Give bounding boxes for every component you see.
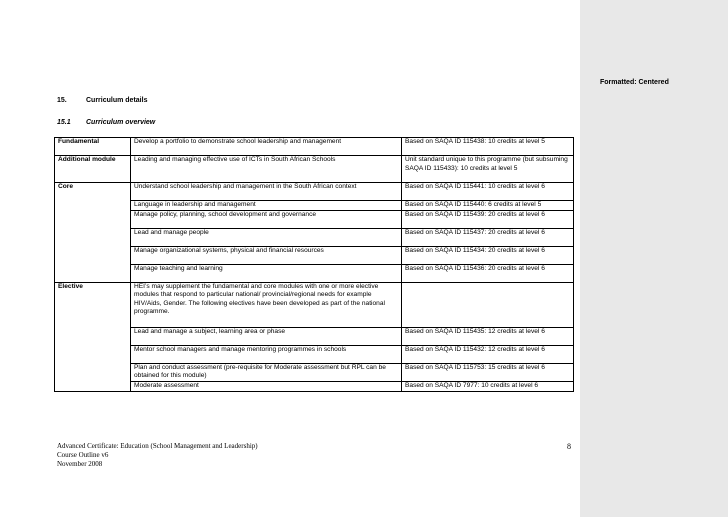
- basis-cell: Based on SAQA ID 115440: 6 credits at level 5: [402, 201, 574, 211]
- table-row: [55, 327, 574, 345]
- category-cell: [55, 228, 131, 246]
- page-footer: [57, 442, 258, 469]
- table-row: [55, 228, 574, 246]
- module-cell: Understand school leadership and management in the South African context: [131, 183, 402, 201]
- module-cell: Lead and manage a subject, learning area or phase: [131, 327, 402, 345]
- module-cell: Manage policy, planning, school development and governance: [131, 210, 402, 228]
- basis-cell: Based on SAQA ID 115441: 10 credits at level 6: [402, 183, 574, 201]
- basis-cell: Based on SAQA ID 7977: 10 credits at level 6: [402, 381, 574, 391]
- basis-cell: Based on SAQA ID 115439: 20 credits at level 6: [402, 210, 574, 228]
- subsection-number: 15.1: [57, 119, 71, 126]
- category-cell: [55, 381, 131, 391]
- category-cell: [55, 264, 131, 282]
- category-cell: [55, 345, 131, 363]
- footer-version: Course Outline v6: [57, 451, 109, 459]
- table-row: [55, 363, 574, 381]
- curriculum-table: [54, 137, 574, 392]
- module-cell: Lead and manage people: [131, 228, 402, 246]
- section-title: Curriculum details: [86, 97, 148, 104]
- table-row: [55, 201, 574, 211]
- comment-margin-panel: [580, 0, 728, 517]
- module-cell: Plan and conduct assessment (pre-requisite for Moderate assessment but RPL can be obtained for this module): [131, 363, 402, 381]
- basis-cell: Based on SAQA ID 115753: 15 credits at level 6: [402, 363, 574, 381]
- category-cell: [55, 246, 131, 264]
- basis-cell: [402, 282, 574, 327]
- category-cell: Additional module: [55, 156, 131, 183]
- category-cell: [55, 363, 131, 381]
- basis-cell: Based on SAQA ID 115432: 12 credits at level 6: [402, 345, 574, 363]
- module-cell: Mentor school managers and manage mentoring programmes in schools: [131, 345, 402, 363]
- category-cell: Elective: [55, 282, 131, 327]
- basis-cell: Based on SAQA ID 115436: 20 credits at level 6: [402, 264, 574, 282]
- section-number: 15.: [57, 97, 67, 104]
- table-row: [55, 210, 574, 228]
- module-cell: Develop a portfolio to demonstrate school leadership and management: [131, 138, 402, 156]
- category-cell: [55, 201, 131, 211]
- table-row: [55, 246, 574, 264]
- basis-cell: Unit standard unique to this programme (but subsuming SAQA ID 115433): 10 credits at level 5: [402, 156, 574, 183]
- footer-date: November 2008: [57, 460, 103, 468]
- table-row: [55, 381, 574, 391]
- module-cell: Moderate assessment: [131, 381, 402, 391]
- module-cell: Manage organizational systems, physical and financial resources: [131, 246, 402, 264]
- module-cell: HEI’s may supplement the fundamental and core modules with one or more elective modules that respond to particular national/ provincial/regional needs for example HIV/Aids, Gender. The following electives have been developed as part of the national programme.: [131, 282, 402, 327]
- table-row: [55, 138, 574, 156]
- basis-cell: Based on SAQA ID 115435: 12 credits at level 6: [402, 327, 574, 345]
- table-row: [55, 156, 574, 183]
- category-cell: [55, 327, 131, 345]
- footer-course-title: Advanced Certificate: Education (School Management and Leadership): [57, 442, 258, 450]
- category-cell: Fundamental: [55, 138, 131, 156]
- module-cell: Language in leadership and management: [131, 201, 402, 211]
- category-cell: Core: [55, 183, 131, 201]
- formatting-note: Formatted: Centered: [600, 79, 669, 86]
- basis-cell: Based on SAQA ID 115434: 20 credits at level 6: [402, 246, 574, 264]
- subsection-title: Curriculum overview: [86, 119, 156, 126]
- category-cell: [55, 210, 131, 228]
- basis-cell: Based on SAQA ID 115438: 10 credits at level 5: [402, 138, 574, 156]
- table-row: [55, 183, 574, 201]
- basis-cell: Based on SAQA ID 115437: 20 credits at level 6: [402, 228, 574, 246]
- table-row: [55, 264, 574, 282]
- page-number: 8: [567, 442, 571, 451]
- table-row: [55, 282, 574, 327]
- module-cell: Leading and managing effective use of ICTs in South African Schools: [131, 156, 402, 183]
- module-cell: Manage teaching and learning: [131, 264, 402, 282]
- table-row: [55, 345, 574, 363]
